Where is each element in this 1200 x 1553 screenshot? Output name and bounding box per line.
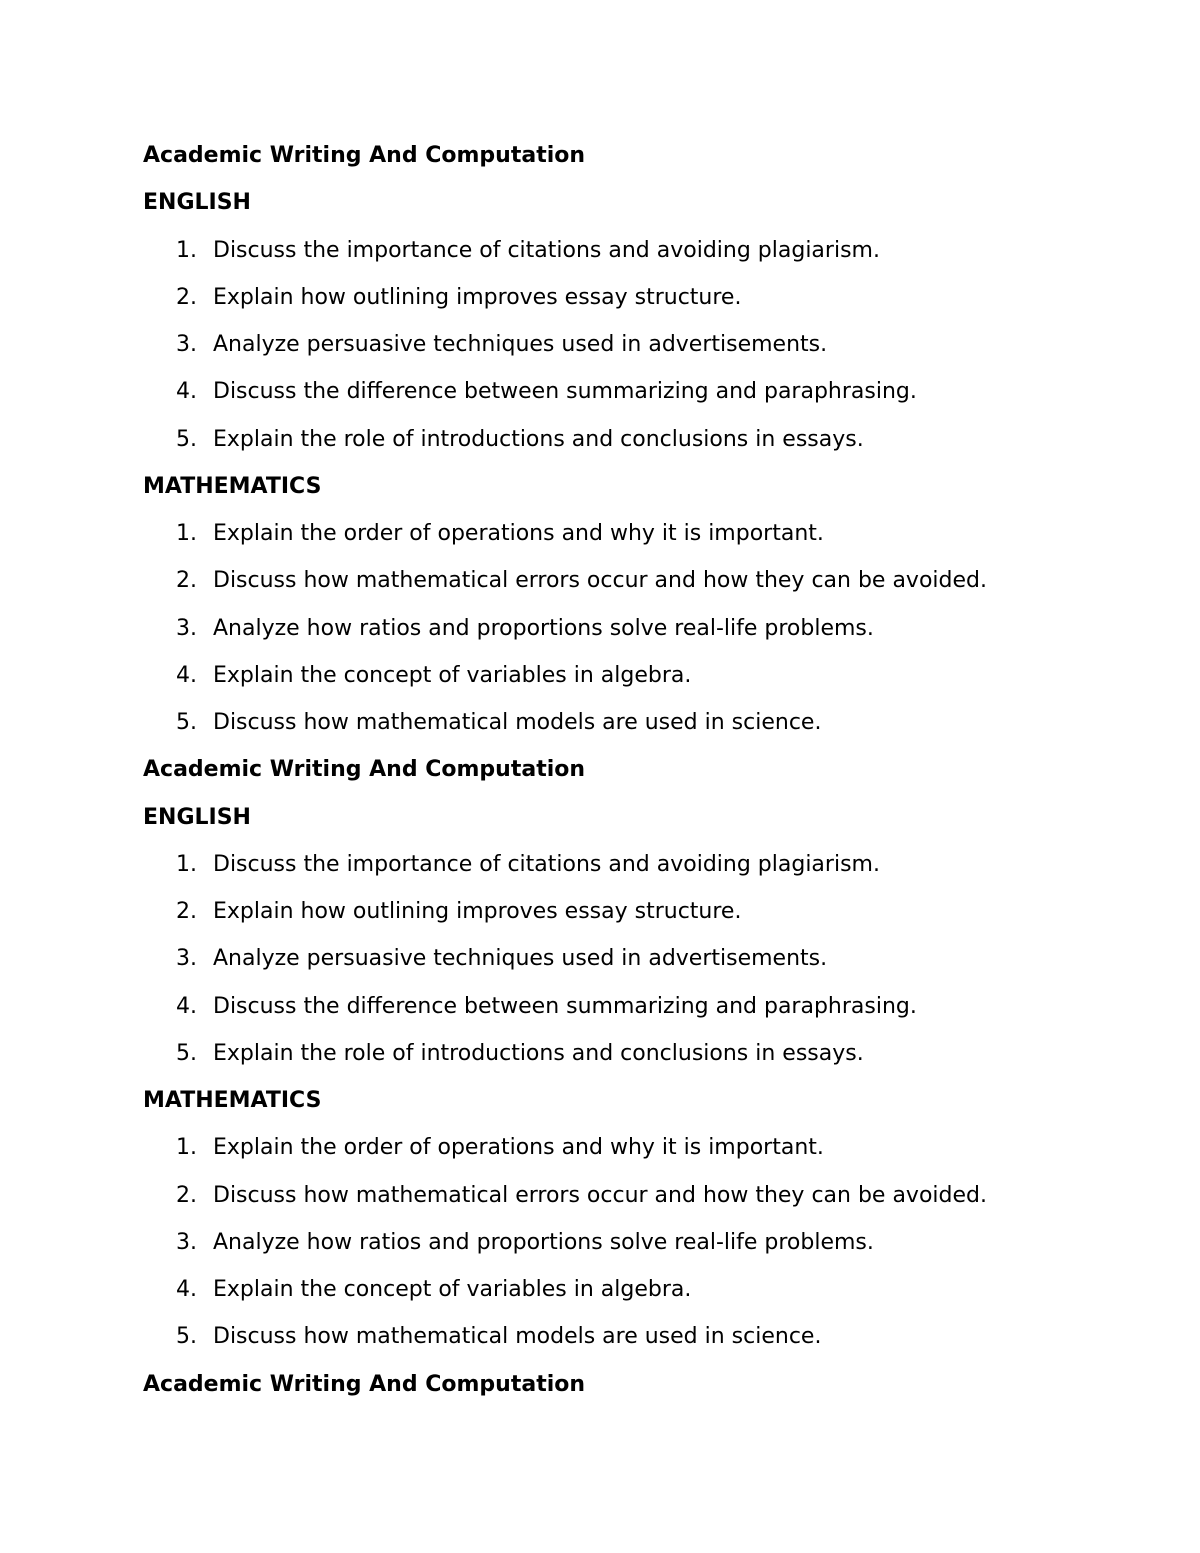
list-item	[143, 227, 1103, 274]
list-item-number: 2.	[176, 899, 197, 924]
list-item-text: Analyze how ratios and proportions solve real-life problems.	[213, 1229, 874, 1255]
subject-heading: ENGLISH	[143, 804, 251, 830]
list-item-text: Discuss the importance of citations and avoiding plagiarism.	[213, 851, 880, 877]
subject-heading: MATHEMATICS	[143, 1088, 322, 1113]
list-item-number: 3.	[176, 1229, 197, 1255]
list-item-text: Explain the concept of variables in algebra.	[213, 662, 692, 688]
list-item-text: Discuss how mathematical models are used in science.	[213, 710, 822, 735]
list-item-number: 1.	[176, 1135, 197, 1161]
list-item-number: 2.	[176, 568, 197, 594]
list-item	[143, 935, 1103, 982]
list-item-text: Explain the concept of variables in algebra.	[213, 1277, 692, 1302]
list-item	[143, 888, 1103, 935]
list-item-text: Explain how outlining improves essay structure.	[213, 284, 742, 310]
list-item	[143, 841, 1103, 888]
list-item-number: 3.	[176, 332, 197, 357]
list-item	[143, 1266, 1103, 1313]
section-title: Academic Writing And Computation	[143, 143, 586, 168]
list-item-text: Explain the role of introductions and conclusions in essays.	[213, 1040, 864, 1066]
list-item	[143, 510, 1103, 557]
list-item	[143, 699, 1103, 746]
list-item-number: 4.	[176, 662, 197, 688]
list-item-text: Discuss the importance of citations and avoiding plagiarism.	[213, 237, 880, 263]
list-item-text: Discuss how mathematical models are used in science.	[213, 1324, 822, 1350]
subject-heading: ENGLISH	[143, 190, 251, 216]
list-item-number: 4.	[176, 1277, 197, 1302]
list-item-number: 5.	[176, 710, 197, 735]
list-item-number: 5.	[176, 1040, 197, 1066]
list-item	[143, 274, 1103, 321]
list-item-text: Explain how outlining improves essay structure.	[213, 899, 742, 924]
list-item-text: Explain the order of operations and why it is important.	[213, 1135, 824, 1161]
list-item-text: Explain the role of introductions and conclusions in essays.	[213, 426, 864, 452]
list-item	[143, 1172, 1103, 1219]
list-item	[143, 605, 1103, 652]
list-item	[143, 321, 1103, 368]
list-item-text: Discuss how mathematical errors occur and how they can be avoided.	[213, 1182, 987, 1208]
list-item-text: Analyze persuasive techniques used in advertisements.	[213, 332, 828, 357]
section-title: Academic Writing And Computation	[143, 1371, 586, 1397]
list-item-text: Discuss the difference between summarizing and paraphrasing.	[213, 379, 917, 405]
list-item	[143, 557, 1103, 604]
list-item-number: 1.	[176, 237, 197, 263]
list-item	[143, 1124, 1103, 1171]
list-item	[143, 416, 1103, 463]
list-item-number: 1.	[176, 521, 197, 546]
list-item-text: Analyze how ratios and proportions solve real-life problems.	[213, 615, 874, 641]
list-item-number: 3.	[176, 615, 197, 641]
list-item	[143, 1219, 1103, 1266]
list-item-number: 5.	[176, 1324, 197, 1350]
list-item-number: 1.	[176, 851, 197, 877]
list-item	[143, 1313, 1103, 1360]
list-item-number: 2.	[176, 1182, 197, 1208]
section-title: Academic Writing And Computation	[143, 757, 586, 783]
list-item-text: Discuss how mathematical errors occur and how they can be avoided.	[213, 568, 987, 594]
list-item-text: Discuss the difference between summarizing and paraphrasing.	[213, 993, 917, 1019]
document-content	[143, 132, 1103, 1408]
list-item	[143, 1030, 1103, 1077]
list-item-text: Analyze persuasive techniques used in advertisements.	[213, 946, 828, 972]
list-item-number: 4.	[176, 993, 197, 1019]
list-item	[143, 368, 1103, 415]
list-item-number: 3.	[176, 946, 197, 972]
list-item-number: 5.	[176, 426, 197, 452]
subject-heading: MATHEMATICS	[143, 473, 322, 499]
list-item-number: 4.	[176, 379, 197, 405]
list-item-number: 2.	[176, 284, 197, 310]
list-item	[143, 983, 1103, 1030]
list-item-text: Explain the order of operations and why it is important.	[213, 521, 824, 546]
list-item	[143, 652, 1103, 699]
